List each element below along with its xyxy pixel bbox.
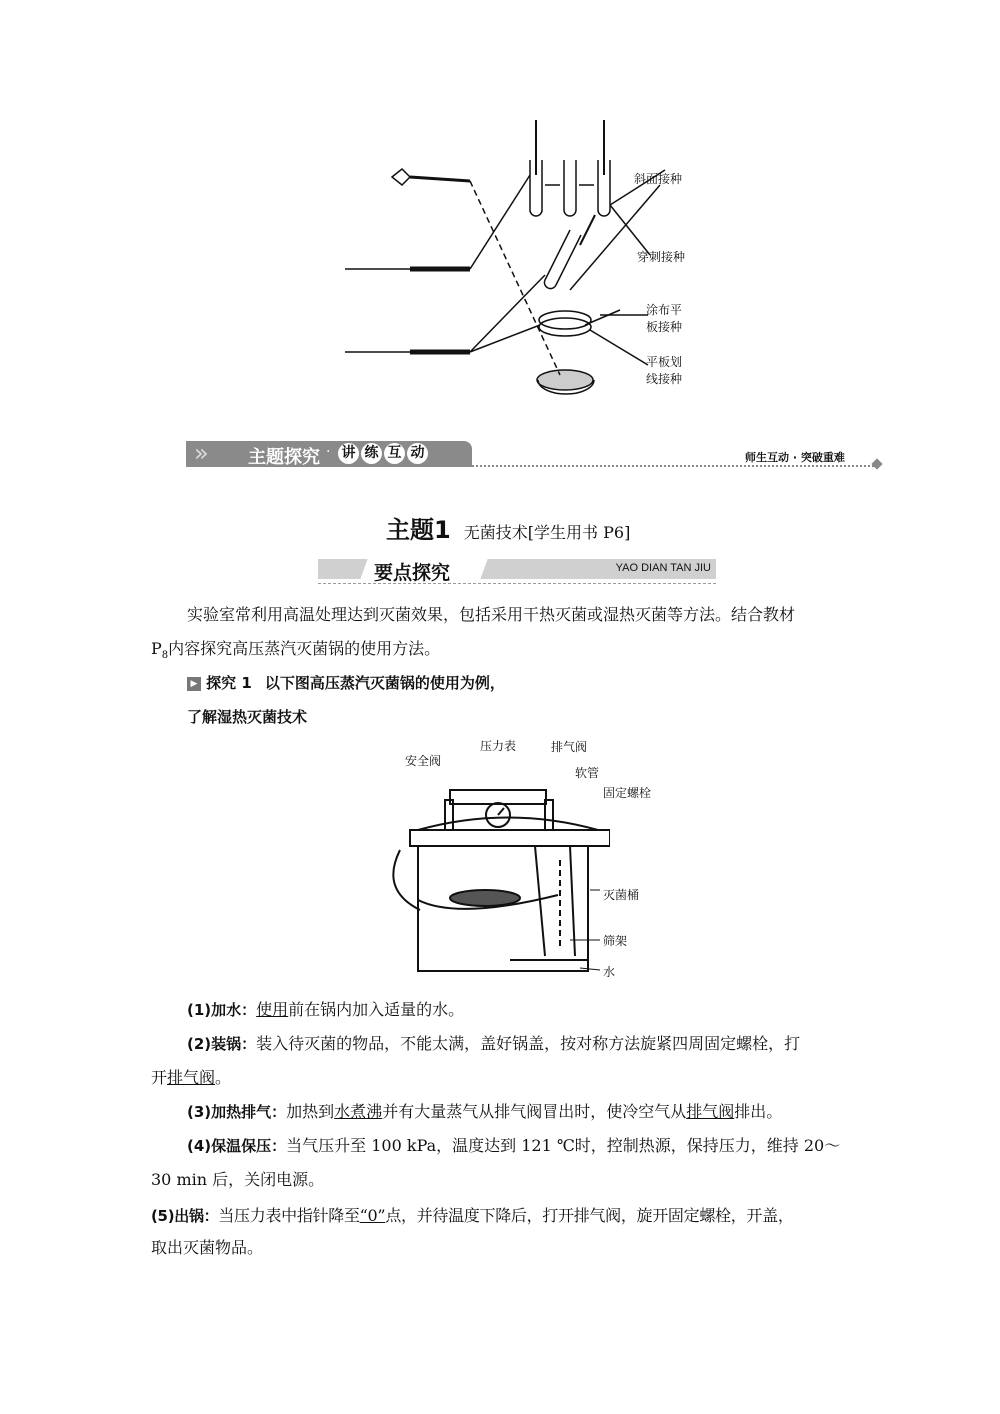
label-pressure-gauge: 压力表: [480, 739, 517, 753]
key-points-title: 要点探究: [374, 562, 451, 584]
topic-number: 主题1: [386, 516, 451, 544]
key-points-banner: [318, 559, 716, 584]
intro-line: 实验室常利用高温处理达到灭菌效果，包括采用干热灭菌或湿热灭菌等方法。结合教材: [187, 605, 796, 624]
separator-dot: ·: [326, 444, 331, 460]
label-exhaust-valve: 排气阀: [551, 740, 588, 754]
topic-heading: [386, 510, 630, 545]
step-4-cont: 30 min 后，关闭电源。: [151, 1170, 325, 1189]
banner-divider: [318, 583, 716, 584]
inquiry-1-heading: ▶ 探究 1 以下图高压蒸汽灭菌锅的使用为例，: [187, 672, 505, 693]
step-2: (2)装锅：装入待灭菌的物品，不能太满，盖好锅盖，按对称方法旋紧四周固定螺栓，打: [187, 1034, 801, 1053]
step-1: (1)加水：使用前在锅内加入适量的水。: [187, 1000, 465, 1019]
char-badge: 互: [384, 443, 405, 464]
intro-line: $P_8$内容探究高压蒸汽灭菌锅的使用方法。: [151, 639, 441, 662]
inquiry-1-heading-line2: 了解湿热灭菌技术: [187, 708, 308, 726]
step-3: (3)加热排气：加热到水煮沸并有大量蒸气从排气阀冒出时，使冷空气从排气阀排出。: [187, 1102, 783, 1121]
label-slant-inoculation: 斜面接种: [634, 172, 683, 186]
step-4: (4)保温保压：当气压升至 100 kPa，温度达到 121 ℃时，控制热源，保持压力，维持 20～: [187, 1136, 841, 1155]
label-hose: 软管: [575, 766, 600, 780]
key-points-pinyin: YAO DIAN TAN JIU: [615, 562, 711, 574]
section-chars: [338, 443, 428, 464]
step-2-cont: 开排气阀。: [151, 1068, 232, 1087]
label-bucket: 灭菌桶: [603, 888, 640, 902]
step-5: (5)出锅：当压力表中指针降至“0”点，并待温度下降后，打开排气阀，旋开固定螺栓，开盖，: [151, 1206, 794, 1225]
play-icon: ▶: [187, 677, 201, 691]
label-water: 水: [603, 965, 616, 979]
chevron-icon: »: [194, 439, 209, 467]
diamond-icon: [871, 458, 882, 469]
banner-divider: [472, 465, 874, 467]
char-badge: 练: [361, 443, 382, 464]
topic-subtitle: 无菌技术[学生用书 P6]: [463, 523, 631, 542]
banner-right-text: 师生互动 · 突破重难: [745, 451, 845, 464]
section-banner: [186, 441, 472, 467]
autoclave-diagram: [390, 760, 610, 990]
label-bolt: 固定螺栓: [603, 786, 652, 800]
step-5-cont: 取出灭菌物品。: [151, 1238, 264, 1257]
label-rack: 筛架: [603, 934, 628, 948]
char-badge: 讲: [338, 443, 359, 464]
section-title: 主题探究: [248, 447, 320, 468]
char-badge: 动: [407, 443, 428, 464]
label-stab-inoculation: 穿刺接种: [637, 250, 686, 264]
label-streak-plate: 平板划线接种: [646, 355, 683, 386]
label-safety-valve: 安全阀: [405, 754, 442, 768]
label-spread-plate: 涂布平板接种: [646, 303, 683, 334]
